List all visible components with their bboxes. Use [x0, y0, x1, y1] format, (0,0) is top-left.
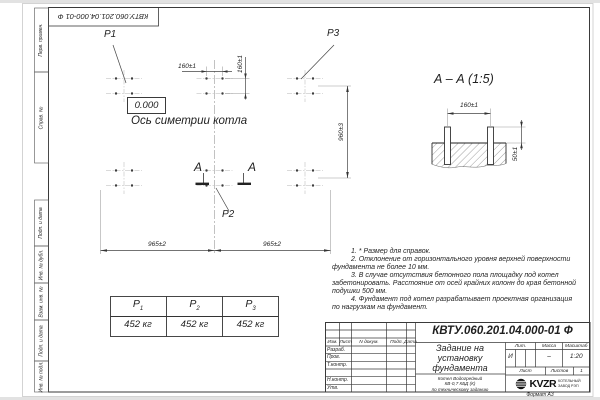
- p1-sub: 1: [139, 306, 144, 313]
- company-logo-text: KVZR: [529, 377, 557, 390]
- p2-sub: 2: [196, 306, 200, 313]
- dim-bolt-spacing-h: 160±1: [177, 63, 197, 70]
- level-mark-box: [127, 97, 166, 114]
- dim-span-left: 965±2: [147, 241, 167, 248]
- company-logo-cell: [507, 375, 589, 392]
- dim-width-960: 960±3: [337, 122, 345, 141]
- section-cut-marks: [196, 173, 252, 184]
- section-dim-protrusion: 50±1: [511, 146, 519, 161]
- load-value-p1: 452 кг: [124, 319, 152, 330]
- note-line: 2. Отклонение от горизонтального уровня верхней поверхности: [351, 256, 571, 263]
- load-label-p1: P1: [104, 29, 117, 40]
- p2-symbol: P: [189, 298, 197, 310]
- anchor-bolt-right: [488, 127, 494, 165]
- tb-col-izm: Изм.: [327, 340, 338, 345]
- plan-dimensions: [101, 57, 352, 254]
- plan-view: [101, 45, 352, 254]
- tb-row-nkontr: Н.контр.: [327, 377, 349, 383]
- margin-label-sprav-n: Справ. №: [38, 106, 44, 129]
- tb-row-utv: Утв.: [327, 384, 339, 391]
- tb-scale-value: 1:20: [569, 353, 583, 360]
- tb-title-line-3: фундамента: [432, 363, 488, 373]
- note-line: фундамента не более 10 мм.: [332, 264, 430, 271]
- tb-mass-label: Масса: [541, 343, 557, 349]
- load-label-p2: P2: [222, 209, 235, 220]
- note-line: 3. В случае отсутствия бетонного пола площадку под котел: [351, 272, 559, 279]
- tb-mass-value: –: [547, 353, 551, 360]
- format-note: Формат А3: [526, 392, 554, 398]
- section-title: А – А (1:5): [434, 72, 494, 86]
- tb-scale-label: Масштаб: [565, 343, 588, 349]
- tb-row-prov: Пров.: [327, 354, 341, 360]
- load-table-header-p1: [110, 299, 166, 313]
- concrete-foundation: [432, 143, 506, 168]
- tb-subtitle-line-3: по техническому заданию: [431, 386, 489, 392]
- tb-sheets-label: Листов: [550, 368, 569, 374]
- margin-label-vzam-inv: Взам. инв. №: [38, 286, 44, 317]
- margin-label-podp-data-1: Подп. и дата: [38, 207, 44, 239]
- tb-title-line-2: установку: [437, 353, 483, 363]
- note-line: 1. * Размер для справок.: [351, 248, 431, 255]
- tb-lit-value: И: [508, 353, 513, 360]
- tb-col-data: Дата: [404, 340, 417, 345]
- tb-lit-label: Лит.: [514, 343, 527, 349]
- section-letter-right: А: [247, 160, 256, 174]
- load-table-header-p3: [223, 299, 279, 313]
- company-caption-line-1: КОТЕЛЬНЫЙ: [558, 379, 581, 384]
- corner-designation: КВТУ.060.201.04.000-01 Ф: [57, 12, 149, 21]
- level-mark: 0.000: [134, 100, 159, 111]
- tb-subtitle-line-1: Котел Водогрейный: [437, 375, 483, 381]
- tb-subtitle-line-2: КВ-0,7 КБД (К): [444, 381, 476, 386]
- company-caption-line-2: ЗАВОД РЭП: [558, 383, 579, 388]
- title-block-designation: КВТУ.060.201.04.000-01 Ф: [432, 325, 573, 337]
- note-line: забетонировать. Расстояние от осей крайних колонн до края бетонной: [332, 280, 577, 287]
- tb-sheets-value: 1: [580, 368, 583, 374]
- load-value-p2: 452 кг: [180, 319, 209, 330]
- section-dim-bolt-spacing: 160±1: [459, 101, 479, 109]
- tb-col-list: Лист: [339, 340, 352, 345]
- load-value-p3: 452 кг: [236, 319, 265, 330]
- tb-col-ndokum: N докум.: [359, 340, 379, 345]
- dim-bolt-spacing-v: 160±1: [236, 54, 244, 74]
- note-line: 4. Фундамент под котел разрабатывает проектная организация: [351, 296, 573, 303]
- company-caption: [558, 379, 581, 387]
- symmetry-axis-label: Ось симетрии котла: [131, 115, 248, 127]
- dim-span-right: 965±2: [262, 241, 282, 248]
- tb-row-tkontr: Т.контр.: [327, 361, 348, 368]
- notes-block: [332, 248, 594, 312]
- p3-sub: 3: [252, 306, 256, 313]
- load-table-header-p2: [167, 299, 223, 313]
- tb-sheet-label: Лист: [519, 368, 532, 374]
- anchor-bolt-left: [445, 127, 451, 165]
- note-line: подушки 500 мм.: [332, 288, 388, 295]
- margin-label-inv-podl: Инв. № подл.: [38, 360, 44, 392]
- margin-label-podp-data-2: Подп. и дата: [38, 324, 44, 357]
- tb-col-podp: Подп.: [390, 340, 403, 345]
- p1-symbol: P: [132, 298, 140, 310]
- tb-row-razrab: Разраб.: [327, 346, 346, 353]
- p3-symbol: P: [245, 298, 253, 310]
- tb-title-line-1: Задание на: [436, 343, 484, 353]
- margin-label-inv-dubl: Инв. № дубл.: [38, 249, 44, 280]
- load-label-p3: P3: [327, 28, 340, 39]
- margin-label-perv-primen: Перв. примен.: [38, 23, 44, 57]
- kvzr-coil-icon: [515, 378, 527, 390]
- section-letter-left: А: [193, 160, 202, 174]
- note-line: по нагрузкам на фундамент.: [332, 304, 428, 311]
